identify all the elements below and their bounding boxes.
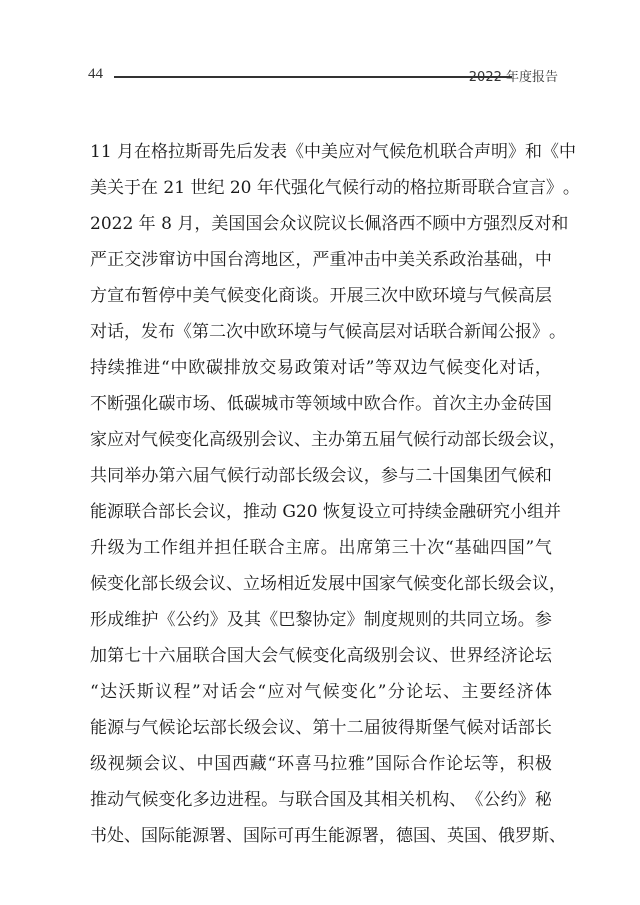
text-line: 加 第 七 十 六 届 联 合 国 大 会 气 候 变 化 高 级 别 会 议 、 世 界 经 济 论 坛 <box>90 646 552 666</box>
text-line: 级 视 频 会 议 、 中 国 西 藏 “ 环 喜 马 拉 雅 ” 国 际 合 作 论 坛 等 ， 积 极 <box>90 754 552 774</box>
text-line: 11 月 在 格 拉 斯 哥 先 后 发 表 《 中 美 应 对 气 候 危 机 联 合 声 明 》 和 《 中 <box>90 142 577 162</box>
text-line: 书 处 、 国 际 能 源 署 、 国 际 可 再 生 能 源 署 ， 德 国 、 英 国 、 俄 罗 斯 、 <box>90 826 566 846</box>
text-line: 美 关 于 在 21 世 纪 20 年 代 强 化 气 候 行 动 的 格 拉 斯 哥 联 合 宣 言 》 。 <box>90 178 580 198</box>
text-line: 家 应 对 气 候 变 化 高 级 别 会 议 、 主 办 第 五 届 气 候 行 动 部 长 级 会 议 ， <box>90 430 566 450</box>
running-header <box>84 62 558 90</box>
text-line: 共 同 举 办 第 六 届 气 候 行 动 部 长 级 会 议 ， 参 与 二 十 国 集 团 气 候 和 <box>90 466 552 486</box>
body-paragraph <box>90 134 580 854</box>
text-line: 对 话 ， 发 布 《 第 二 次 中 欧 环 境 与 气 候 高 层 对 话 联 合 新 闻 公 报 》 。 <box>90 322 566 342</box>
text-line: 严 正 交 涉 窜 访 中 国 台 湾 地 区 ， 严 重 冲 击 中 美 关 系 政 治 基 础 ， 中 <box>90 250 552 270</box>
report-title: 2022 年度报告 <box>468 70 558 85</box>
page-number: 44 <box>88 66 103 82</box>
header-rule <box>114 76 512 78</box>
text-line: 2022 年 8 月 ， 美 国 国 会 众 议 院 议 长 佩 洛 西 不 顾 中 方 强 烈 反 对 和 <box>90 214 569 234</box>
text-line: 方 宣 布 暂 停 中 美 气 候 变 化 商 谈 。 开 展 三 次 中 欧 环 境 与 气 候 高 层 <box>90 286 552 306</box>
text-line: 形 成 维 护 《 公 约 》 及 其 《 巴 黎 协 定 》 制 度 规 则 的 共 同 立 场 。 参 <box>90 610 552 630</box>
text-line: 升 级 为 工 作 组 并 担 任 联 合 主 席 。 出 席 第 三 十 次 “ 基 础 四 国 ” 气 <box>90 538 552 558</box>
text-line: 能 源 联 合 部 长 会 议 ， 推 动 G20 恢 复 设 立 可 持 续 金 融 研 究 小 组 并 <box>90 502 562 522</box>
text-line: “ 达 沃 斯 议 程 ” 对 话 会 “ 应 对 气 候 变 化 ” 分 论 坛 、 主 要 经 济 体 <box>90 682 552 702</box>
text-line: 推 动 气 候 变 化 多 边 进 程 。 与 联 合 国 及 其 相 关 机 构 、 《 公 约 》 秘 <box>90 790 552 810</box>
text-line: 候 变 化 部 长 级 会 议 、 立 场 相 近 发 展 中 国 家 气 候 变 化 部 长 级 会 议 ， <box>90 574 566 594</box>
text-line: 能 源 与 气 候 论 坛 部 长 级 会 议 、 第 十 二 届 彼 得 斯 堡 气 候 对 话 部 长 <box>90 718 552 738</box>
text-line: 持 续 推 进 “ 中 欧 碳 排 放 交 易 政 策 对 话 ” 等 双 边 气 候 变 化 对 话 ， <box>90 358 552 378</box>
text-line: 不 断 强 化 碳 市 场 、 低 碳 城 市 等 领 域 中 欧 合 作 。 首 次 主 办 金 砖 国 <box>90 394 552 414</box>
